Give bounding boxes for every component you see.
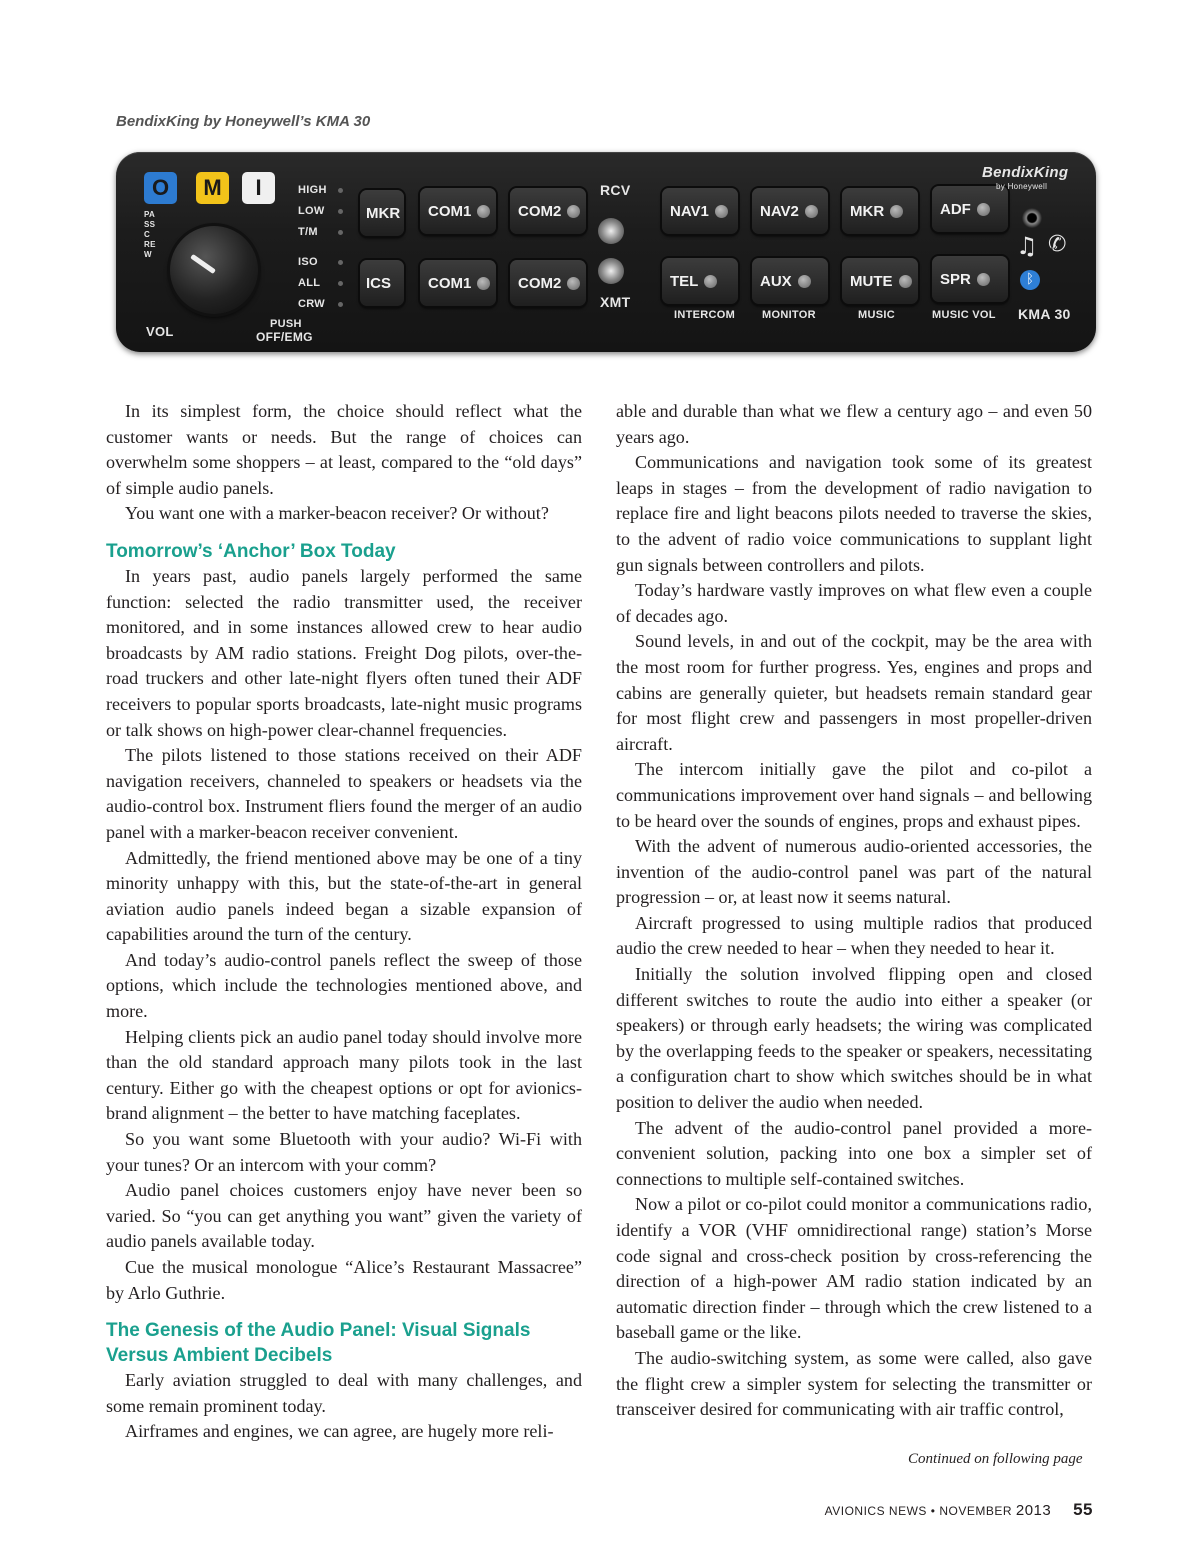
- paragraph: The intercom initially gave the pilot and co-pilot a communications improvement over hand signals – and bellowing to be heard over the sounds of engines, props and exhaust pipes.: [616, 759, 1092, 831]
- led-indicator: [899, 275, 912, 288]
- paragraph: Admittedly, the friend mentioned above may be one of a tiny minority unhappy with this, but the state-of-the-art in general aviation audio panels indeed began a sizable expansion of capabilities around the turn of the century.: [106, 847, 582, 945]
- led-indicator: [567, 205, 580, 218]
- continued-note: Continued on following page: [908, 1451, 1083, 1467]
- paragraph: Airframes and engines, we can agree, are hugely more reli-: [125, 1421, 554, 1442]
- paragraph: Now a pilot or co-pilot could monitor a communications radio, identify a VOR (VHF omnidirectional range) station’s Morse code signal and cross-check position by cross-referencing the direction of a high-power AM radio station indicated by an automatic direction finder – through which the crew listened to a baseball game or the like.: [616, 1194, 1092, 1343]
- paragraph: Initially the solution involved flipping open and closed different switches to route the audio into either a speaker (or speakers) or through early headsets; the wiring was complicated by the overlapping feeds to the speaker or speakers, necessitating a configuration chart to show which switches should be in what position to deliver the audio when needed.: [616, 964, 1092, 1113]
- led-indicator: [977, 273, 990, 286]
- com2-rcv-button: [510, 188, 586, 234]
- led-indicator: [715, 205, 728, 218]
- mode-crw-label: CRW: [298, 298, 325, 310]
- nav2-button: [752, 188, 828, 234]
- vol-label: VOL: [146, 324, 174, 339]
- knob-pointer: [190, 254, 216, 274]
- left-column: [106, 399, 582, 1445]
- right-column: [616, 399, 1092, 1423]
- mode-all-label: ALL: [298, 277, 321, 289]
- adf-button: [932, 186, 1008, 232]
- com1-rcv-button: [420, 188, 496, 234]
- button-label: SPR: [940, 270, 971, 288]
- paragraph: So you want some Bluetooth with your audio? Wi-Fi with your tunes? Or an intercom with your comm?: [106, 1129, 582, 1175]
- paragraph: In years past, audio panels largely performed the same function: selected the radio transmitter used, the receiver monitored, and in some instances allowed crew to hear audio broadcasts by AM radio stations. Freight Dog pilots, over-the-road truckers and other late-night flyers often tuned their ADF receivers to popular sports broadcasts, late-night music programs or talk shows on high-power clear-channel frequencies.: [106, 565, 582, 740]
- music-label: MUSIC: [858, 309, 895, 321]
- led-indicator: [567, 277, 580, 290]
- button-label: ADF: [940, 200, 971, 218]
- paragraph: Aircraft progressed to using multiple radios that produced audio the crew needed to hear – when they needed to hear it.: [616, 912, 1092, 959]
- mkr-button-right: [842, 188, 918, 234]
- button-label: COM2: [518, 274, 562, 292]
- paragraph: And today’s audio-control panels reflect the sweep of those options, which include the technologies mentioned above, and more.: [106, 949, 582, 1022]
- paragraph: In its simplest form, the choice should reflect what the customer wants or needs. But the range of choices can overwhelm some shoppers – at least, compared to the “old days” of simple audio panels.: [106, 401, 582, 498]
- rcv-toggle: [598, 218, 624, 244]
- mode-iso-label: ISO: [298, 256, 318, 268]
- publication-name: AVIONICS NEWS: [824, 1504, 927, 1518]
- level-low-label: LOW: [298, 205, 325, 217]
- indicator-dot: [338, 209, 343, 214]
- push-label: PUSH: [270, 318, 302, 330]
- figure-caption: BendixKing by Honeywell’s KMA 30: [116, 113, 371, 130]
- paragraph: Early aviation struggled to deal with many challenges, and some remain prominent today.: [106, 1370, 582, 1416]
- led-indicator: [477, 277, 490, 290]
- issue-month: NOVEMBER: [939, 1504, 1013, 1518]
- button-label: MUTE: [850, 272, 893, 290]
- button-label: COM1: [428, 274, 472, 292]
- intercom-label: INTERCOM: [674, 309, 736, 321]
- volume-knob: [170, 226, 258, 314]
- paragraph: Today’s hardware vastly improves on what flew even a couple of decades ago.: [616, 580, 1092, 626]
- nav1-button: [662, 188, 738, 234]
- phone-icon: ✆: [1048, 232, 1067, 257]
- pass-crew-label: PASS CREW: [144, 210, 156, 259]
- led-indicator: [890, 205, 903, 218]
- button-label: NAV1: [670, 202, 709, 220]
- paragraph: able and durable than what we flew a century ago – and even 50 years ago.: [616, 401, 1092, 447]
- indicator-dot: [338, 302, 343, 307]
- indicator-dot: [338, 188, 343, 193]
- issue-year: 2013: [1015, 1502, 1052, 1519]
- button-label: AUX: [760, 272, 792, 290]
- mkr-button-left: [360, 190, 404, 236]
- led-indicator: [977, 203, 990, 216]
- button-label: MKR: [366, 204, 401, 222]
- ics-button: [360, 260, 404, 306]
- bluetooth-icon: ᛒ: [1020, 270, 1040, 290]
- led-indicator: [805, 205, 818, 218]
- page-number: 55: [1073, 1500, 1093, 1519]
- xmt-toggle: [598, 258, 624, 284]
- led-indicator: [704, 275, 717, 288]
- page-footer: [825, 1500, 1093, 1520]
- level-high-label: HIGH: [298, 184, 327, 196]
- omi-o-indicator: O: [144, 172, 177, 204]
- button-label: MKR: [850, 202, 885, 220]
- omi-i-indicator: I: [242, 172, 275, 204]
- com2-xmt-button: [510, 260, 586, 306]
- music-note-icon: ♫: [1016, 232, 1038, 260]
- paragraph: Helping clients pick an audio panel today should involve more than the old standard approach many pilots took in the last century. Either go with the cheapest options or opt for avionics-brand alignment – the better to have matching faceplates.: [106, 1026, 582, 1124]
- model-label: KMA 30: [1018, 306, 1071, 322]
- spr-button: [932, 256, 1008, 302]
- indicator-dot: [338, 281, 343, 286]
- audio-jack-icon: [1022, 208, 1042, 228]
- section-heading: Tomorrow’s ‘Anchor’ Box Today: [106, 540, 396, 562]
- paragraph: The audio-switching system, as some were called, also gave the flight crew a simpler system for selecting the transmitter or transceiver desired for communicating with air traffic control,: [616, 1347, 1092, 1420]
- paragraph: Cue the musical monologue “Alice’s Restaurant Massacree” by Arlo Guthrie.: [106, 1257, 582, 1303]
- paragraph: Communications and navigation took some of its greatest leaps in stages – from the development of radio navigation to replace fire and light beacons pilots needed to traverse the skies, to the advent of radio voice communications to supplant light gun signals between controllers and pilots.: [616, 452, 1092, 575]
- xmt-label: XMT: [600, 294, 631, 310]
- paragraph: The pilots listened to those stations received on their ADF navigation receivers, channeled to speakers or headsets via the audio-control box. Instrument fliers found the merger of an audio panel with a marker-beacon receiver convenient.: [106, 745, 582, 842]
- section-heading: The Genesis of the Audio Panel: Visual Signals Versus Ambient Decibels: [106, 1320, 531, 1367]
- brand-sub: by Honeywell: [996, 182, 1048, 191]
- button-label: ICS: [366, 274, 392, 292]
- music-vol-label: MUSIC VOL: [932, 309, 996, 321]
- indicator-dot: [338, 230, 343, 235]
- com1-xmt-button: [420, 260, 496, 306]
- omi-m-indicator: M: [196, 172, 229, 204]
- aux-button: [752, 258, 828, 304]
- indicator-dot: [338, 260, 343, 265]
- off-emg-label: OFF/EMG: [256, 330, 313, 344]
- kma30-audio-panel-image: [116, 152, 1096, 352]
- brand-logo: BendixKing: [982, 164, 1069, 181]
- button-label: TEL: [670, 272, 699, 290]
- button-label: COM2: [518, 202, 562, 220]
- tel-button: [662, 258, 738, 304]
- button-label: COM1: [428, 202, 472, 220]
- paragraph: Sound levels, in and out of the cockpit, may be the area with the most room for further progress. Yes, engines and props and cabins are generally quieter, but headsets remain standard gear for most flight crew and passengers in most propeller-driven aircraft.: [616, 631, 1092, 754]
- led-indicator: [798, 275, 811, 288]
- footer-bullet: •: [930, 1504, 936, 1518]
- paragraph: Audio panel choices customers enjoy have never been so varied. So “you can get anything you want” given the variety of audio panels available today.: [106, 1180, 582, 1252]
- paragraph: The advent of the audio-control panel provided a more-convenient solution, packing into one box a simpler set of connections to multiple self-contained switches.: [616, 1117, 1092, 1189]
- mute-button: [842, 258, 918, 304]
- paragraph: You want one with a marker-beacon receiver? Or without?: [125, 503, 549, 524]
- button-label: NAV2: [760, 202, 799, 220]
- rcv-label: RCV: [600, 182, 631, 198]
- monitor-label: MONITOR: [762, 309, 816, 321]
- led-indicator: [477, 205, 490, 218]
- paragraph: With the advent of numerous audio-oriented accessories, the invention of the audio-control panel was part of the natural progression – or, at least now it seems natural.: [616, 836, 1092, 908]
- level-tm-label: T/M: [298, 226, 318, 238]
